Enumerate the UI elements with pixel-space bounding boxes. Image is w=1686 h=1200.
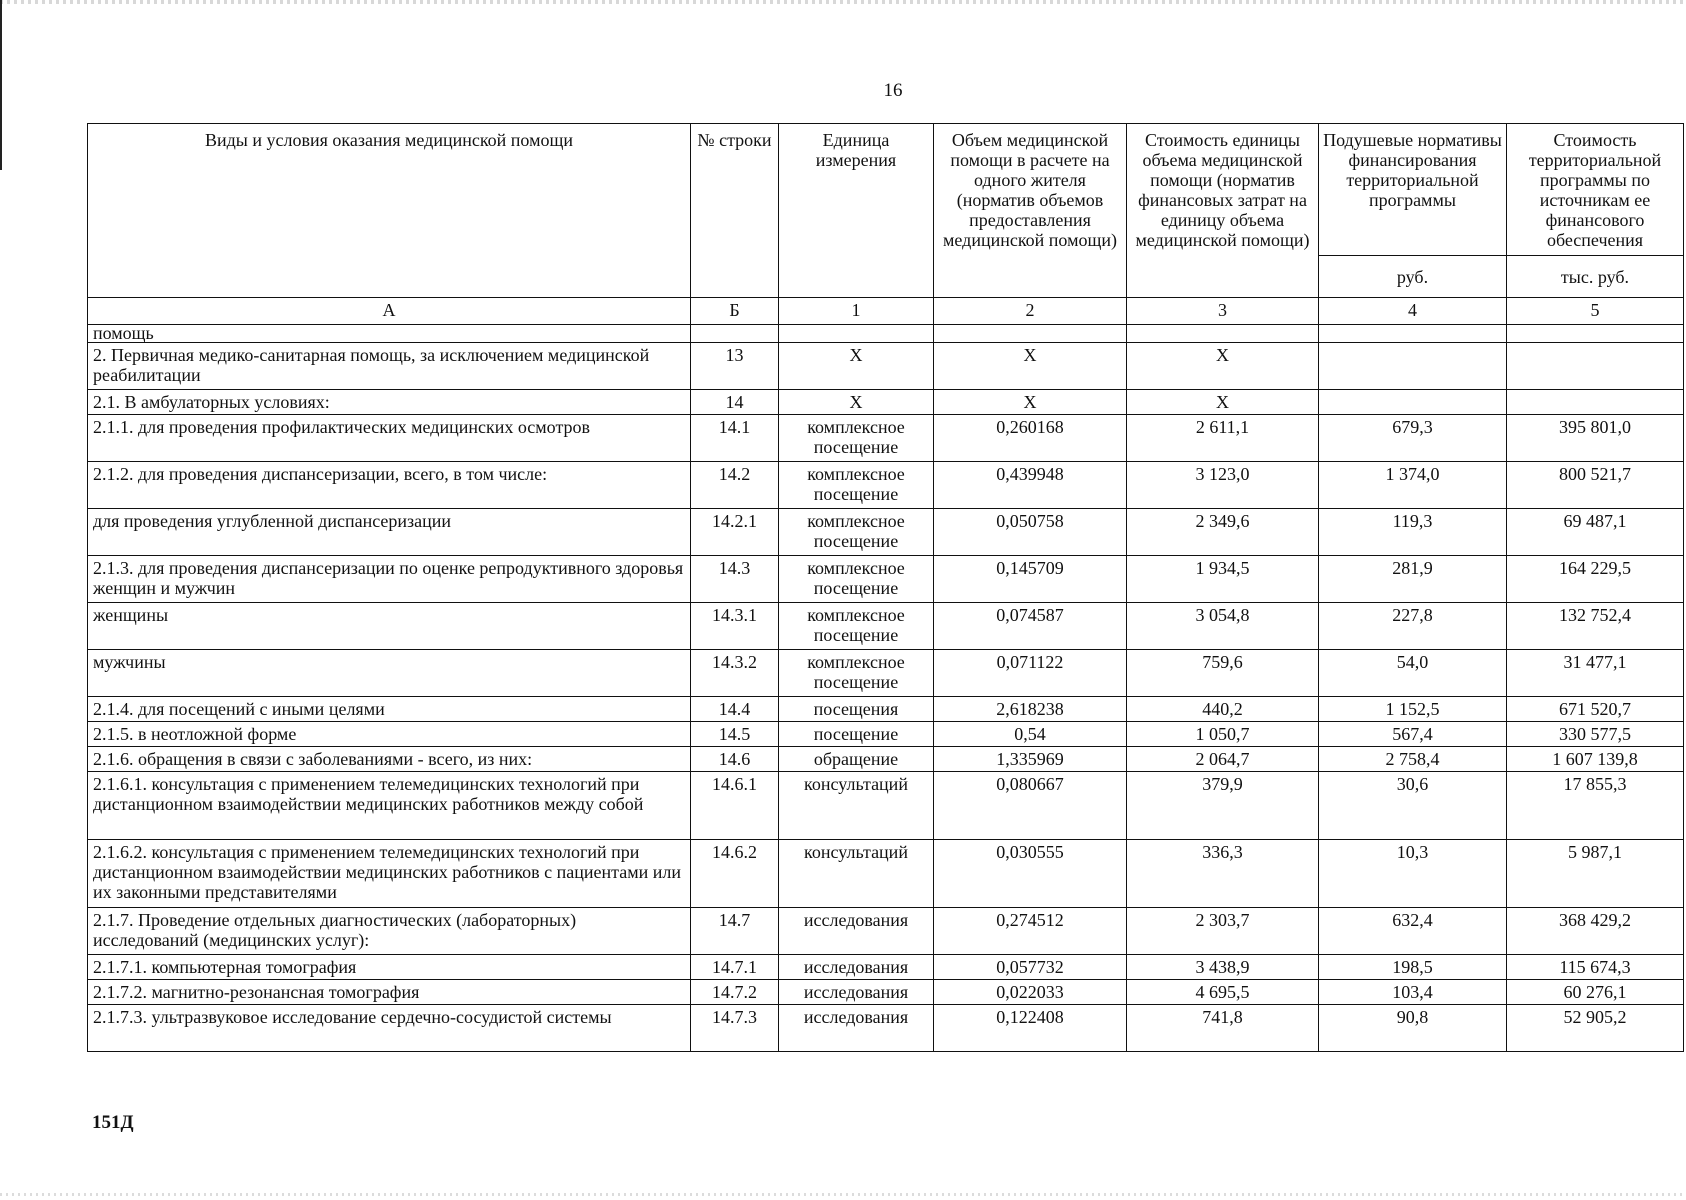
volume-cell: 0,030555 <box>934 840 1127 908</box>
cost-cell: 2 349,6 <box>1127 509 1319 556</box>
header-per-capita-unit: руб. <box>1319 256 1507 298</box>
header-volume: Объем медицинской помощи в расчете на одного жителя (норматив объемов предоставления медицинской помощи) <box>934 124 1127 298</box>
unit-cell: комплексное посещение <box>779 509 934 556</box>
header-program-cost-unit: тыс. руб. <box>1507 256 1684 298</box>
row-number-cell: 14.7.3 <box>691 1005 779 1052</box>
row-number-cell: 14.3 <box>691 556 779 603</box>
volume-cell: 0,260168 <box>934 415 1127 462</box>
volume-cell: 0,071122 <box>934 650 1127 697</box>
per-capita-cell <box>1319 325 1507 343</box>
unit-cell: исследования <box>779 980 934 1005</box>
table-row <box>88 325 1684 343</box>
total-cost-cell: 31 477,1 <box>1507 650 1684 697</box>
row-number-cell: 14.7.1 <box>691 955 779 980</box>
per-capita-cell: 227,8 <box>1319 603 1507 650</box>
table-row <box>88 722 1684 747</box>
per-capita-cell: 103,4 <box>1319 980 1507 1005</box>
row-number-cell: 14.3.2 <box>691 650 779 697</box>
table-row <box>88 1005 1684 1052</box>
cost-cell: 336,3 <box>1127 840 1319 908</box>
total-cost-cell: 368 429,2 <box>1507 908 1684 955</box>
table-row <box>88 390 1684 415</box>
scan-edge-bottom <box>0 1193 1686 1196</box>
row-number-cell <box>691 325 779 343</box>
cost-cell: 741,8 <box>1127 1005 1319 1052</box>
row-name-cell: женщины <box>88 603 691 650</box>
row-number-cell: 14 <box>691 390 779 415</box>
row-name-cell: 2.1.1. для проведения профилактических медицинских осмотров <box>88 415 691 462</box>
volume-cell: 1,335969 <box>934 747 1127 772</box>
total-cost-cell <box>1507 390 1684 415</box>
row-number-cell: 14.1 <box>691 415 779 462</box>
cost-cell: 3 123,0 <box>1127 462 1319 509</box>
total-cost-cell: 1 607 139,8 <box>1507 747 1684 772</box>
row-name-cell: 2.1.6.2. консультация с применением телемедицинских технологий при дистанционном взаимодействии медицинских работников с пациентами или их законными представителями <box>88 840 691 908</box>
row-number-cell: 14.7 <box>691 908 779 955</box>
unit-cell: исследования <box>779 908 934 955</box>
per-capita-cell: 119,3 <box>1319 509 1507 556</box>
unit-cell: Х <box>779 390 934 415</box>
volume-cell: 0,057732 <box>934 955 1127 980</box>
row-name-cell: 2.1.3. для проведения диспансеризации по оценке репродуктивного здоровья женщин и мужчин <box>88 556 691 603</box>
table-header <box>88 124 1684 325</box>
header-cost: Стоимость единицы объема медицинской помощи (норматив финансовых затрат на единицу объема медицинской помощи) <box>1127 124 1319 298</box>
per-capita-cell <box>1319 390 1507 415</box>
total-cost-cell: 330 577,5 <box>1507 722 1684 747</box>
row-number-cell: 13 <box>691 343 779 390</box>
column-number: 3 <box>1127 298 1319 325</box>
row-number-cell: 14.2 <box>691 462 779 509</box>
row-number-cell: 14.6.2 <box>691 840 779 908</box>
table-row <box>88 772 1684 840</box>
per-capita-cell: 10,3 <box>1319 840 1507 908</box>
total-cost-cell: 60 276,1 <box>1507 980 1684 1005</box>
table-row <box>88 955 1684 980</box>
table-row <box>88 747 1684 772</box>
volume-cell: 0,022033 <box>934 980 1127 1005</box>
row-name-cell: 2.1. В амбулаторных условиях: <box>88 390 691 415</box>
row-name-cell: для проведения углубленной диспансеризации <box>88 509 691 556</box>
table-row <box>88 603 1684 650</box>
cost-cell: 4 695,5 <box>1127 980 1319 1005</box>
row-number-cell: 14.2.1 <box>691 509 779 556</box>
unit-cell: комплексное посещение <box>779 415 934 462</box>
table-row <box>88 462 1684 509</box>
total-cost-cell: 800 521,7 <box>1507 462 1684 509</box>
row-name-cell: 2.1.5. в неотложной форме <box>88 722 691 747</box>
column-number-row <box>88 298 1684 325</box>
table-row <box>88 415 1684 462</box>
row-name-cell: 2.1.7.1. компьютерная томография <box>88 955 691 980</box>
row-name-cell: 2.1.6.1. консультация с применением телемедицинских технологий при дистанционном взаимодействии медицинских работников между собой <box>88 772 691 840</box>
row-name-cell: мужчины <box>88 650 691 697</box>
row-number-cell: 14.6.1 <box>691 772 779 840</box>
volume-cell: 0,145709 <box>934 556 1127 603</box>
unit-cell <box>779 325 934 343</box>
total-cost-cell: 52 905,2 <box>1507 1005 1684 1052</box>
cost-cell: 3 054,8 <box>1127 603 1319 650</box>
document-code: 151Д <box>92 1112 134 1133</box>
volume-cell: 0,050758 <box>934 509 1127 556</box>
per-capita-cell: 567,4 <box>1319 722 1507 747</box>
column-number: А <box>88 298 691 325</box>
table-row <box>88 840 1684 908</box>
cost-cell: 2 611,1 <box>1127 415 1319 462</box>
cost-cell: 2 303,7 <box>1127 908 1319 955</box>
unit-cell: посещение <box>779 722 934 747</box>
per-capita-cell: 679,3 <box>1319 415 1507 462</box>
cost-cell: Х <box>1127 343 1319 390</box>
per-capita-cell: 198,5 <box>1319 955 1507 980</box>
unit-cell: консультаций <box>779 840 934 908</box>
volume-cell: Х <box>934 390 1127 415</box>
cost-cell: Х <box>1127 390 1319 415</box>
unit-cell: Х <box>779 343 934 390</box>
volume-cell: 0,074587 <box>934 603 1127 650</box>
unit-cell: консультаций <box>779 772 934 840</box>
row-name-cell: помощь <box>88 325 691 343</box>
unit-cell: комплексное посещение <box>779 603 934 650</box>
row-number-cell: 14.7.2 <box>691 980 779 1005</box>
unit-cell: комплексное посещение <box>779 650 934 697</box>
row-number-cell: 14.5 <box>691 722 779 747</box>
per-capita-cell: 1 374,0 <box>1319 462 1507 509</box>
cost-cell: 379,9 <box>1127 772 1319 840</box>
table-row <box>88 908 1684 955</box>
total-cost-cell: 5 987,1 <box>1507 840 1684 908</box>
volume-cell: 2,618238 <box>934 697 1127 722</box>
row-name-cell: 2.1.2. для проведения диспансеризации, всего, в том числе: <box>88 462 691 509</box>
row-name-cell: 2.1.7. Проведение отдельных диагностических (лабораторных) исследований (медицинских услуг): <box>88 908 691 955</box>
total-cost-cell <box>1507 343 1684 390</box>
table-body <box>88 325 1684 1052</box>
total-cost-cell: 132 752,4 <box>1507 603 1684 650</box>
per-capita-cell: 90,8 <box>1319 1005 1507 1052</box>
volume-cell: 0,080667 <box>934 772 1127 840</box>
unit-cell: обращение <box>779 747 934 772</box>
column-number: 5 <box>1507 298 1684 325</box>
medical-care-table <box>87 123 1684 1052</box>
unit-cell: исследования <box>779 955 934 980</box>
unit-cell: комплексное посещение <box>779 556 934 603</box>
total-cost-cell: 115 674,3 <box>1507 955 1684 980</box>
row-name-cell: 2.1.4. для посещений с иными целями <box>88 697 691 722</box>
cost-cell: 759,6 <box>1127 650 1319 697</box>
header-per-capita: Подушевые нормативы финансирования территориальной программы <box>1319 124 1507 256</box>
row-number-cell: 14.3.1 <box>691 603 779 650</box>
header-row-no: № строки <box>691 124 779 298</box>
table-row <box>88 980 1684 1005</box>
per-capita-cell: 632,4 <box>1319 908 1507 955</box>
row-name-cell: 2.1.7.3. ультразвуковое исследование сердечно-сосудистой системы <box>88 1005 691 1052</box>
volume-cell <box>934 325 1127 343</box>
total-cost-cell <box>1507 325 1684 343</box>
header-type: Виды и условия оказания медицинской помощи <box>88 124 691 298</box>
per-capita-cell: 30,6 <box>1319 772 1507 840</box>
column-number: 4 <box>1319 298 1507 325</box>
unit-cell: исследования <box>779 1005 934 1052</box>
cost-cell: 3 438,9 <box>1127 955 1319 980</box>
per-capita-cell: 54,0 <box>1319 650 1507 697</box>
scan-edge-top <box>0 0 1686 4</box>
table-row <box>88 343 1684 390</box>
volume-cell: 0,54 <box>934 722 1127 747</box>
table-row <box>88 509 1684 556</box>
table-row <box>88 650 1684 697</box>
row-name-cell: 2. Первичная медико-санитарная помощь, за исключением медицинской реабилитации <box>88 343 691 390</box>
per-capita-cell <box>1319 343 1507 390</box>
column-number: Б <box>691 298 779 325</box>
total-cost-cell: 671 520,7 <box>1507 697 1684 722</box>
unit-cell: посещения <box>779 697 934 722</box>
total-cost-cell: 17 855,3 <box>1507 772 1684 840</box>
row-name-cell: 2.1.6. обращения в связи с заболеваниями - всего, из них: <box>88 747 691 772</box>
cost-cell: 440,2 <box>1127 697 1319 722</box>
row-name-cell: 2.1.7.2. магнитно-резонансная томография <box>88 980 691 1005</box>
total-cost-cell: 395 801,0 <box>1507 415 1684 462</box>
unit-cell: комплексное посещение <box>779 462 934 509</box>
table-row <box>88 697 1684 722</box>
table-row <box>88 556 1684 603</box>
row-number-cell: 14.4 <box>691 697 779 722</box>
page-number: 16 <box>883 80 903 101</box>
total-cost-cell: 69 487,1 <box>1507 509 1684 556</box>
total-cost-cell: 164 229,5 <box>1507 556 1684 603</box>
header-unit: Единица измерения <box>779 124 934 298</box>
cost-cell <box>1127 325 1319 343</box>
volume-cell: 0,439948 <box>934 462 1127 509</box>
per-capita-cell: 1 152,5 <box>1319 697 1507 722</box>
cost-cell: 1 050,7 <box>1127 722 1319 747</box>
cost-cell: 1 934,5 <box>1127 556 1319 603</box>
cost-cell: 2 064,7 <box>1127 747 1319 772</box>
volume-cell: Х <box>934 343 1127 390</box>
column-number: 1 <box>779 298 934 325</box>
column-number: 2 <box>934 298 1127 325</box>
per-capita-cell: 281,9 <box>1319 556 1507 603</box>
volume-cell: 0,122408 <box>934 1005 1127 1052</box>
header-program-cost: Стоимость территориальной программы по источникам ее финансового обеспечения <box>1507 124 1684 256</box>
per-capita-cell: 2 758,4 <box>1319 747 1507 772</box>
volume-cell: 0,274512 <box>934 908 1127 955</box>
row-number-cell: 14.6 <box>691 747 779 772</box>
